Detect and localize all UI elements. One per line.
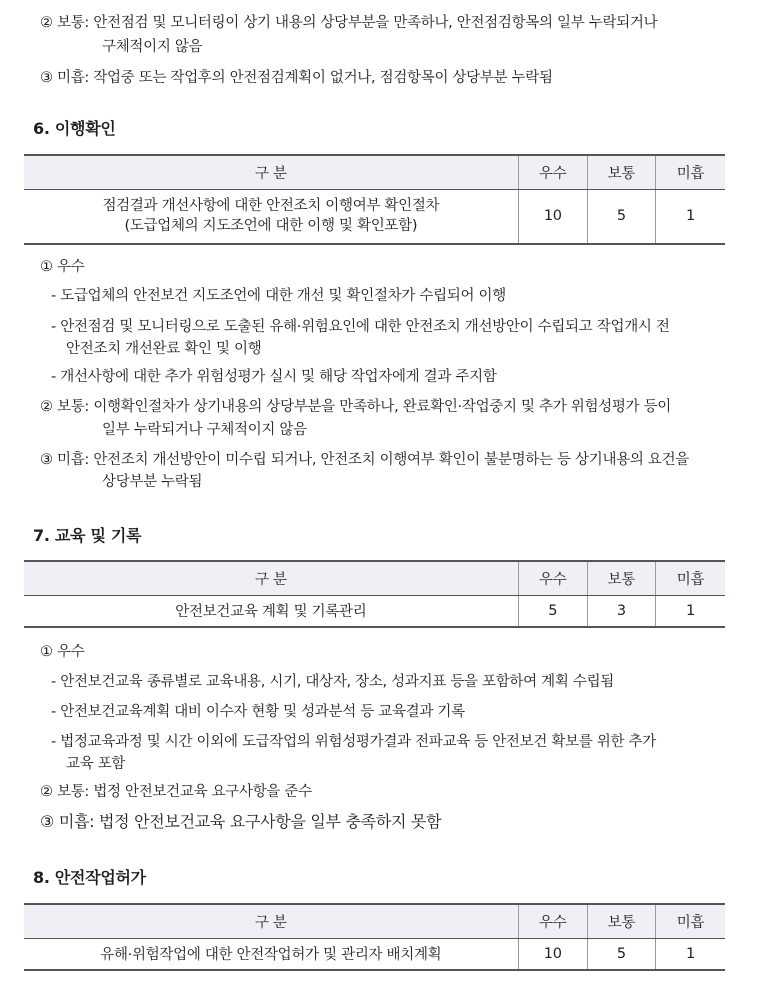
score-poor: 1 bbox=[655, 596, 725, 627]
header-poor: 미흡 bbox=[655, 155, 725, 190]
score-poor: 1 bbox=[655, 190, 725, 244]
header-excellent: 우수 bbox=[518, 561, 587, 596]
section6-normal-text: 이행확인절차가 상기내용의 상당부분을 만족하나, 완료확인·작업중지 및 추가 위험성평가 등이 bbox=[93, 399, 671, 415]
score-normal: 5 bbox=[587, 190, 655, 244]
item-cell bbox=[24, 190, 518, 244]
header-normal: 보통 bbox=[587, 561, 655, 596]
intro-poor-text: 작업중 또는 작업후의 안전점검계획이 없거나, 점검항목이 상당부분 누락됨 bbox=[93, 70, 553, 86]
intro-normal-text: 안전점검 및 모니터링이 상기 내용의 상당부분을 만족하나, 안전점검항목의 일부 누락되거나 bbox=[93, 15, 658, 31]
header-category: 구 분 bbox=[24, 904, 518, 939]
section6-excellent-label: ① 우수 bbox=[40, 259, 85, 275]
section7-normal-line: ② 보통: 법정 안전보건교육 요구사항을 준수 bbox=[40, 784, 312, 800]
header-poor: 미흡 bbox=[655, 561, 725, 596]
header-normal: 보통 bbox=[587, 155, 655, 190]
intro-normal-line bbox=[40, 13, 657, 33]
header-excellent: 우수 bbox=[518, 155, 587, 190]
section8-title: 8. 안전작업허가 bbox=[33, 868, 146, 887]
section7-bullet-3: - 법정교육과정 및 시간 이외에 도급작업의 위험성평가결과 전파교육 등 안전보건 확보를 위한 추가 bbox=[51, 734, 656, 750]
score-excellent: 5 bbox=[518, 596, 587, 627]
header-category: 구 분 bbox=[24, 561, 518, 596]
header-normal: 보통 bbox=[587, 904, 655, 939]
table-header-row bbox=[24, 561, 725, 596]
table-row bbox=[24, 190, 725, 244]
score-normal: 5 bbox=[587, 939, 655, 970]
section7-bullet-2: - 안전보건교육계획 대비 이수자 현황 및 성과분석 등 교육결과 기록 bbox=[51, 704, 465, 720]
header-poor: 미흡 bbox=[655, 904, 725, 939]
section6-bullet-1: - 도급업체의 안전보건 지도조언에 대한 개선 및 확인절차가 수립되어 이행 bbox=[51, 288, 506, 304]
section6-poor-line bbox=[40, 450, 689, 470]
section6-poor-continuation: 상당부분 누락됨 bbox=[102, 474, 203, 490]
section7-score-table bbox=[24, 560, 725, 628]
score-excellent: 10 bbox=[518, 190, 587, 244]
section6-bullet-2: - 안전점검 및 모니터링으로 도출된 유해·위험요인에 대한 안전조치 개선방안이 수립되고 작업개시 전 bbox=[51, 319, 670, 335]
intro-normal-lead: ② 보통: bbox=[40, 15, 90, 31]
table-header-row bbox=[24, 155, 725, 190]
intro-normal-continuation: 구체적이지 않음 bbox=[102, 39, 203, 55]
item-cell: 유해·위험작업에 대한 안전작업허가 및 관리자 배치계획 bbox=[24, 939, 518, 970]
section6-normal-continuation: 일부 누락되거나 구체적이지 않음 bbox=[102, 422, 307, 438]
section6-title: 6. 이행확인 bbox=[33, 119, 116, 138]
section6-normal-lead: ② 보통: bbox=[40, 399, 90, 415]
header-excellent: 우수 bbox=[518, 904, 587, 939]
section6-poor-lead: ③ 미흡: bbox=[40, 452, 90, 468]
section7-title: 7. 교육 및 기록 bbox=[33, 526, 142, 545]
section7-bullet-3-continuation: 교육 포함 bbox=[66, 756, 126, 772]
item-line-1: 점검결과 개선사항에 대한 안전조치 이행여부 확인절차 bbox=[102, 198, 440, 215]
table-row bbox=[24, 939, 725, 970]
table-header-row bbox=[24, 904, 725, 939]
section8-score-table bbox=[24, 903, 725, 971]
item-cell: 안전보건교육 계획 및 기록관리 bbox=[24, 596, 518, 627]
section6-normal-line bbox=[40, 397, 671, 417]
section6-bullet-2-continuation: 안전조치 개선완료 확인 및 이행 bbox=[66, 341, 262, 357]
item-line-2: (도급업체의 지도조언에 대한 이행 및 확인포함) bbox=[124, 218, 418, 235]
section6-score-table bbox=[24, 154, 725, 245]
score-normal: 3 bbox=[587, 596, 655, 627]
section6-poor-text: 안전조치 개선방안이 미수립 되거나, 안전조치 이행여부 확인이 불분명하는 등 상기내용의 요건을 bbox=[93, 452, 690, 468]
table-row bbox=[24, 596, 725, 627]
section7-excellent-label: ① 우수 bbox=[40, 644, 85, 660]
section7-poor-line: ③ 미흡: 법정 안전보건교육 요구사항을 일부 충족하지 못함 bbox=[40, 812, 442, 831]
intro-poor-line bbox=[40, 68, 553, 88]
score-poor: 1 bbox=[655, 939, 725, 970]
section7-bullet-1: - 안전보건교육 종류별로 교육내용, 시기, 대상자, 장소, 성과지표 등을 포함하여 계획 수립됨 bbox=[51, 674, 615, 690]
score-excellent: 10 bbox=[518, 939, 587, 970]
header-category: 구 분 bbox=[24, 155, 518, 190]
intro-poor-lead: ③ 미흡: bbox=[40, 70, 90, 86]
section6-bullet-3: - 개선사항에 대한 추가 위험성평가 실시 및 해당 작업자에게 결과 주지함 bbox=[51, 369, 497, 385]
